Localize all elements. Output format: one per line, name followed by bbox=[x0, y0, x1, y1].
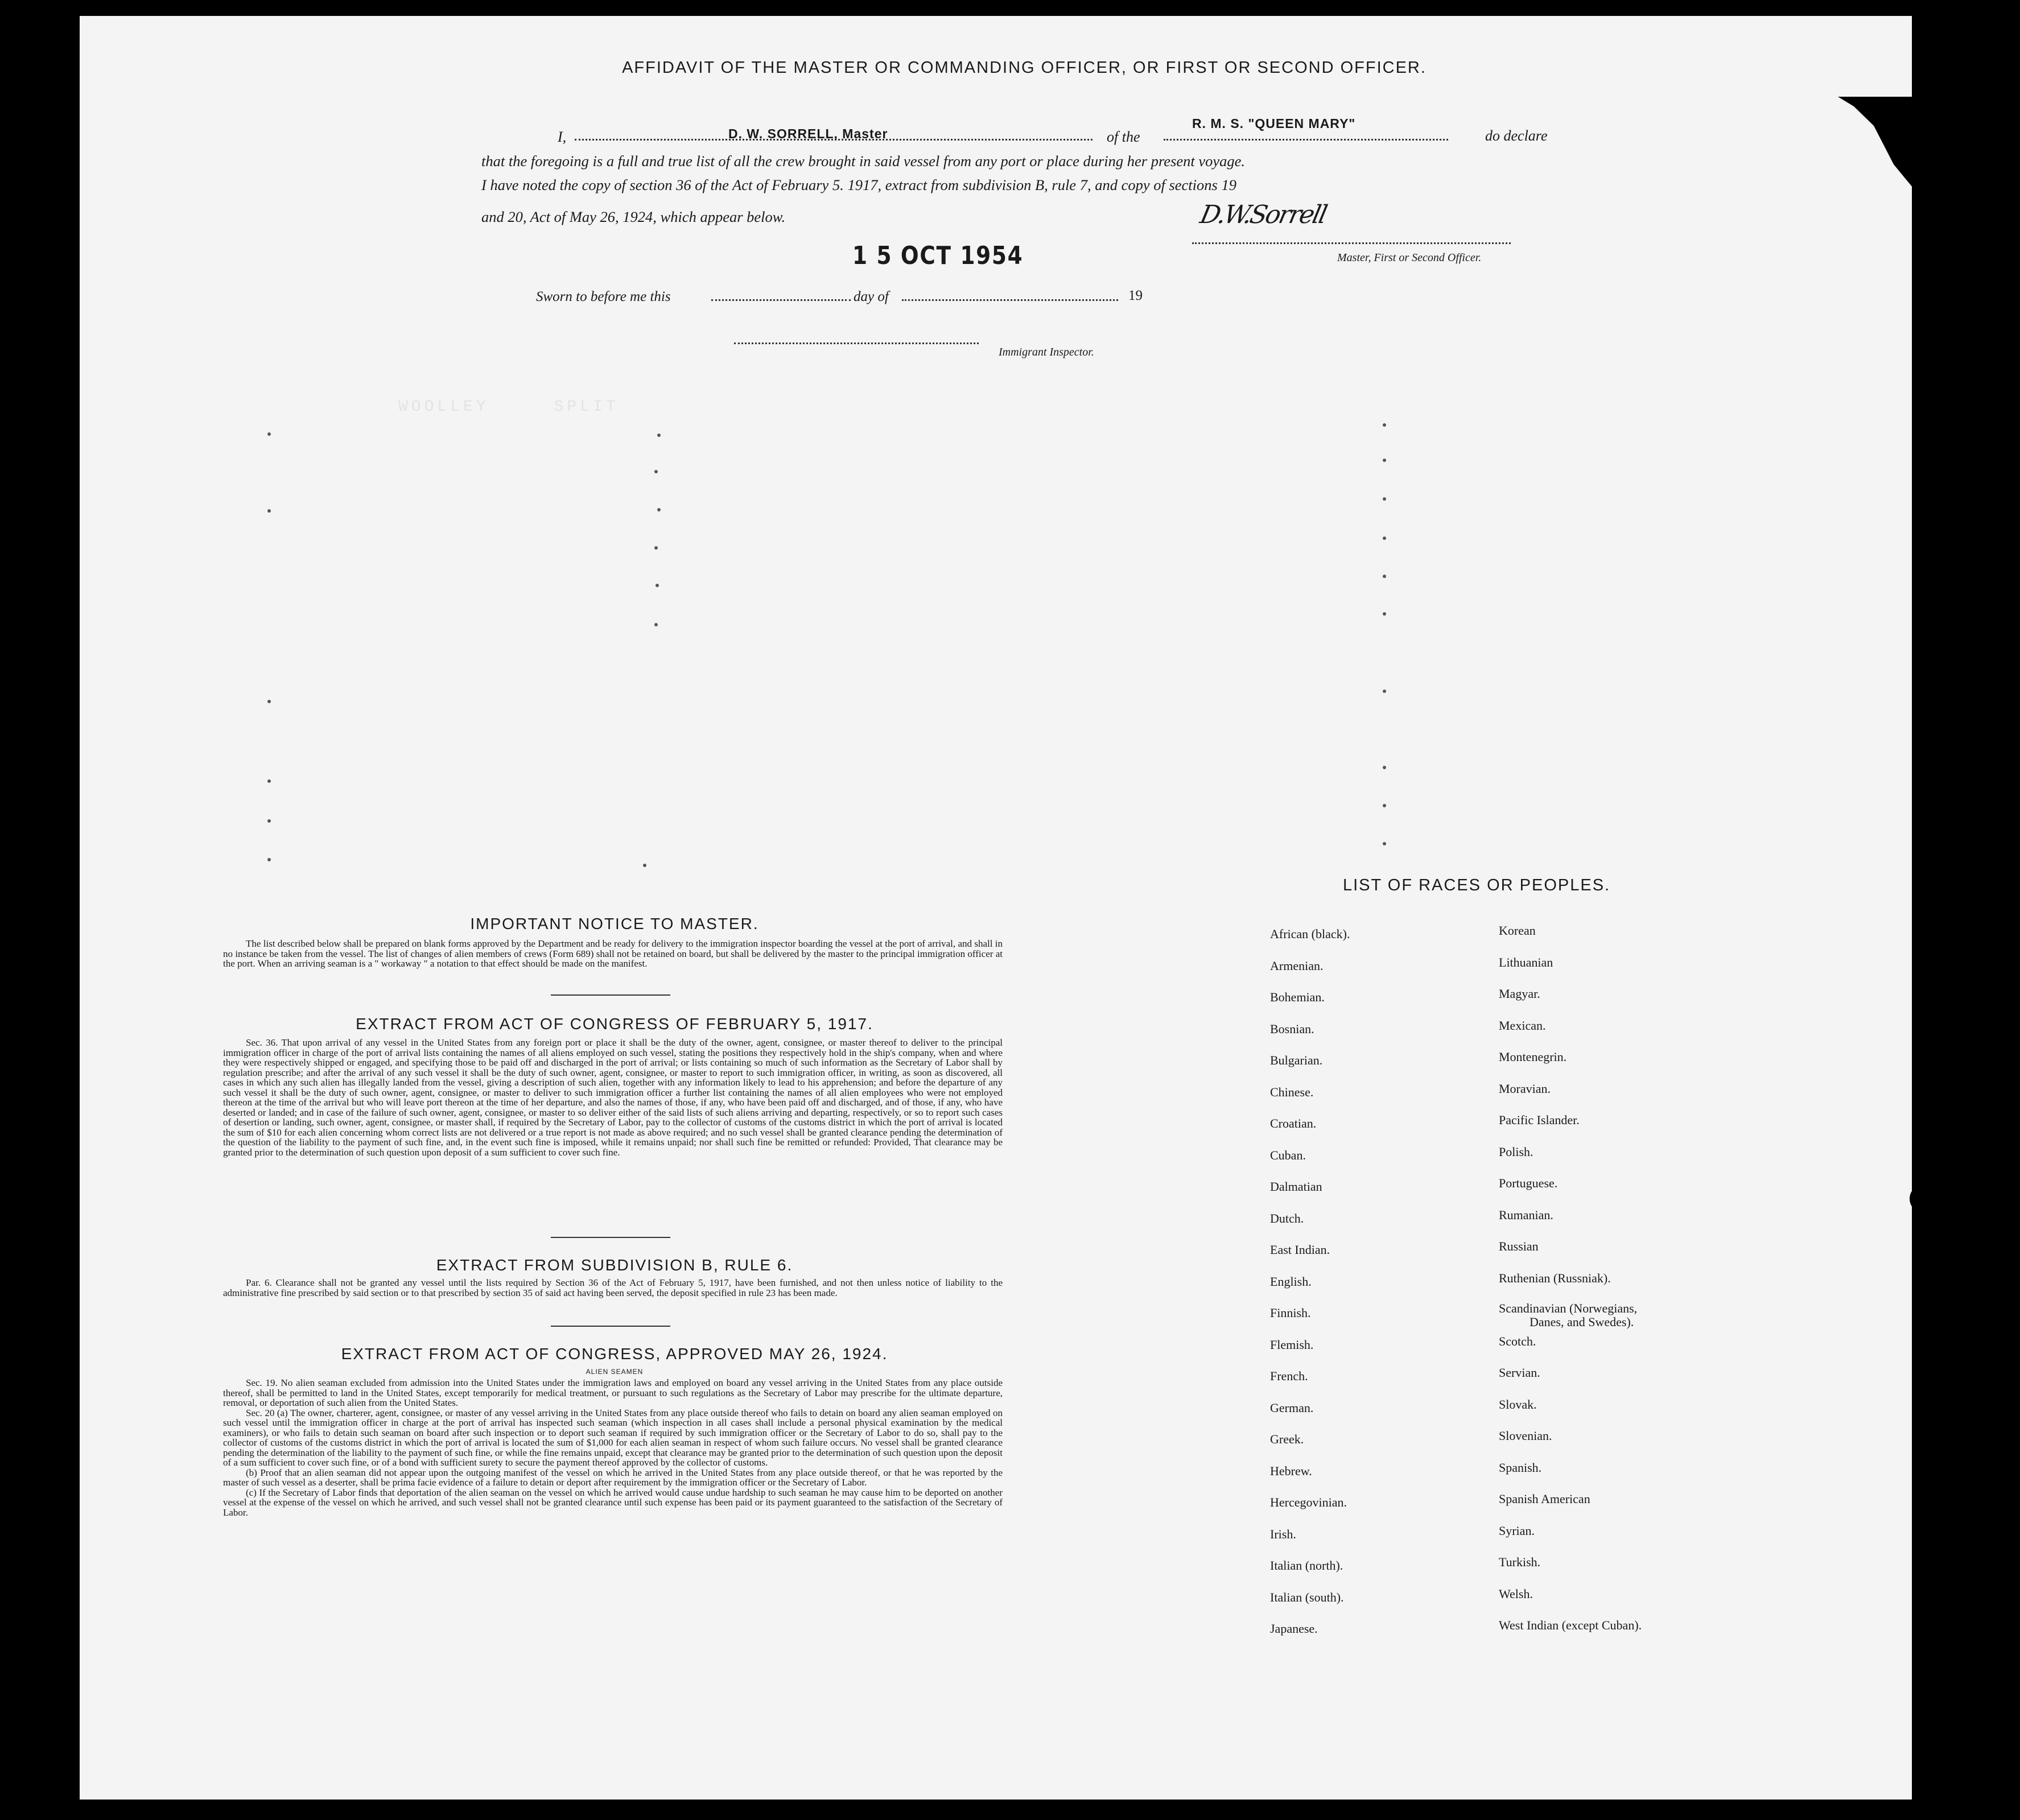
sec-20b-text: (b) Proof that an alien seaman did not appear upon the outgoing manifest of the vessel on which he arrived in the United States from any place outside thereof, or that he was reported by the master of such vessel as a deserter, shall be prima facie evidence of a failure to detain or deport after requirement by the immigration officer or the Secretary of Labor. bbox=[223, 1467, 1003, 1488]
race-item: African (black). bbox=[1270, 927, 1350, 941]
extract-1917-body bbox=[223, 1038, 1003, 1157]
bleed-dot bbox=[1383, 536, 1386, 540]
bleed-dot bbox=[643, 864, 646, 867]
race-scandinavian-continued: Danes, and Swedes). bbox=[1530, 1315, 1634, 1329]
do-declare-label: do declare bbox=[1485, 127, 1548, 144]
bleed-dot bbox=[1383, 423, 1386, 427]
bleed-dot bbox=[654, 470, 658, 473]
sworn-day-line bbox=[711, 299, 851, 301]
bleed-dot bbox=[1383, 842, 1386, 845]
subdivision-b-body bbox=[223, 1278, 1003, 1298]
race-item: Turkish. bbox=[1499, 1555, 1541, 1569]
race-item: Hercegovinian. bbox=[1270, 1495, 1347, 1509]
bleed-dot bbox=[267, 700, 271, 703]
race-item: Montenegrin. bbox=[1499, 1050, 1567, 1064]
of-the-label: of the bbox=[1107, 129, 1140, 145]
race-item: Scandinavian (Norwegians, bbox=[1499, 1301, 1638, 1315]
race-item: Korean bbox=[1499, 923, 1536, 938]
race-item: Flemish. bbox=[1270, 1338, 1314, 1352]
bleed-dot bbox=[1383, 459, 1386, 462]
bleed-dot bbox=[1383, 612, 1386, 616]
race-item: Irish. bbox=[1270, 1527, 1296, 1541]
bleed-dot bbox=[1383, 804, 1386, 807]
race-item: Italian (north). bbox=[1270, 1558, 1343, 1573]
extract-1924-body bbox=[223, 1378, 1003, 1517]
sec-19-text: Sec. 19. No alien seaman excluded from admission into the United States under the immigration laws and employed on board any vessel arriving in the United States from any place outside thereof, shall be permitted to land in the United States, except temporarily for medical treatment, or pursuant to such regulations as the Secretary of Labor may prescribe for the ultimate departure, removal, or deportation of such alien from the United States. bbox=[223, 1377, 1003, 1408]
bleed-dot bbox=[1383, 497, 1386, 501]
bleed-dot bbox=[267, 819, 271, 823]
race-item: Slovak. bbox=[1499, 1397, 1537, 1412]
race-item: Armenian. bbox=[1270, 959, 1324, 973]
race-item: Japanese. bbox=[1270, 1621, 1318, 1636]
notice-text: The list described below shall be prepared on blank forms approved by the Department and be ready for delivery to the immigration inspector boarding the vessel at the port of arrival, and shall in no instance be taken from the vessel. The list of changes of alien members of crews (Form 689) shall not be retained on board, but shall be delivered by the master to the principal immigration officer at the port. When an arriving seaman is a " workaway " a notation to that effect should be made on the manifest. bbox=[223, 938, 1003, 969]
affidavit-line-4: and 20, Act of May 26, 1924, which appear below. bbox=[481, 208, 786, 225]
race-item: Portuguese. bbox=[1499, 1176, 1558, 1190]
race-item: Ruthenian (Russniak). bbox=[1499, 1271, 1611, 1285]
binder-hole bbox=[1930, 329, 1959, 357]
affidavit-title: AFFIDAVIT OF THE MASTER OR COMMANDING OFFICER, OR FIRST OR SECOND OFFICER. bbox=[622, 59, 1427, 77]
vessel-name: R. M. S. "QUEEN MARY" bbox=[1192, 116, 1356, 131]
race-item: Bulgarian. bbox=[1270, 1053, 1323, 1067]
race-item: Lithuanian bbox=[1499, 955, 1553, 969]
notice-title: IMPORTANT NOTICE TO MASTER. bbox=[470, 915, 759, 932]
binder-hole bbox=[1910, 1185, 1938, 1213]
bleed-dot bbox=[1383, 766, 1386, 769]
race-item: Syrian. bbox=[1499, 1524, 1535, 1538]
race-item: Bohemian. bbox=[1270, 990, 1325, 1004]
binder-hole bbox=[1922, 1621, 1951, 1650]
master-name: D. W. SORRELL, Master bbox=[728, 126, 888, 141]
binder-hole bbox=[1924, 1536, 1953, 1565]
race-item: Moravian. bbox=[1499, 1082, 1551, 1096]
race-item: French. bbox=[1270, 1369, 1308, 1383]
bleed-dot bbox=[654, 623, 658, 626]
race-item: West Indian (except Cuban). bbox=[1499, 1618, 1642, 1632]
subdivision-b-title: EXTRACT FROM SUBDIVISION B, RULE 6. bbox=[436, 1256, 793, 1274]
race-item: Scotch. bbox=[1499, 1334, 1536, 1348]
sec-20c-text: (c) If the Secretary of Labor finds that deportation of the alien seaman on the vessel on which he arrived would cause undue hardship to such seaman he may cause him to be deported on another vessel at the expense of the vessel on which he arrived, and such vessel shall not be granted clearance until such expense has been paid or its payment guaranteed to the satisfaction of the Secretary of Labor. bbox=[223, 1487, 1003, 1518]
date-stamp: 1 5 OCT 1954 bbox=[852, 241, 1024, 270]
race-item: Welsh. bbox=[1499, 1587, 1533, 1601]
race-item: Finnish. bbox=[1270, 1306, 1311, 1320]
bleed-dot bbox=[657, 434, 661, 437]
signature-line bbox=[1192, 242, 1511, 244]
race-item: Russian bbox=[1499, 1239, 1539, 1253]
notice-body bbox=[223, 939, 1003, 969]
sworn-month-line bbox=[902, 299, 1118, 301]
signature-caption: Master, First or Second Officer. bbox=[1337, 251, 1482, 264]
extract-1917-title: EXTRACT FROM ACT OF CONGRESS OF FEBRUARY 5, 1917. bbox=[356, 1015, 873, 1033]
sworn-label: Sworn to before me this bbox=[536, 289, 671, 304]
race-item: Greek. bbox=[1270, 1432, 1304, 1446]
race-item: Spanish. bbox=[1499, 1460, 1542, 1475]
race-item: English. bbox=[1270, 1274, 1312, 1289]
bleed-through-text: WOOLLEY SPLIT bbox=[398, 398, 1138, 416]
affidavit-line-2: that the foregoing is a full and true list of all the crew brought in said vessel from any port or place during her present voyage. bbox=[481, 152, 1246, 170]
race-item: Italian (south). bbox=[1270, 1590, 1344, 1604]
binder-hole bbox=[1930, 244, 1959, 272]
affidavit-line-3: I have noted the copy of section 36 of the Act of February 5. 1917, extract from subdivision B, rule 7, and copy of sections 19 bbox=[481, 176, 1236, 193]
bleed-dot bbox=[657, 508, 661, 511]
race-item: East Indian. bbox=[1270, 1243, 1330, 1257]
section-divider bbox=[551, 994, 670, 996]
race-item: Rumanian. bbox=[1499, 1208, 1553, 1222]
bleed-dot bbox=[656, 584, 659, 587]
bleed-dot bbox=[267, 432, 271, 436]
section-divider bbox=[551, 1237, 670, 1238]
race-item: Servian. bbox=[1499, 1365, 1540, 1380]
document-page bbox=[80, 16, 1912, 1800]
bleed-dot bbox=[654, 546, 658, 550]
affidavit-i-label: I, bbox=[558, 129, 567, 145]
race-item: Dutch. bbox=[1270, 1211, 1304, 1225]
binder-hole bbox=[1928, 599, 1956, 627]
race-item: Pacific Islander. bbox=[1499, 1113, 1580, 1127]
race-item: Slovenian. bbox=[1499, 1429, 1552, 1443]
bleed-through-text bbox=[398, 467, 606, 484]
officer-signature: D.W.Sorrell bbox=[1197, 200, 1329, 229]
extract-1924-title: EXTRACT FROM ACT OF CONGRESS, APPROVED MAY 26, 1924. bbox=[341, 1345, 888, 1363]
race-item: Spanish American bbox=[1499, 1492, 1590, 1506]
bleed-dot bbox=[267, 858, 271, 861]
bleed-dot bbox=[267, 509, 271, 513]
extract-1917-text: Sec. 36. That upon arrival of any vessel in the United States from any foreign port or place it shall be the duty of the owner, agent, consignee, or master thereof to deliver to the principal immigration officer in charge of the port of arrival lists containing the names of all aliens employed on such vessel, stating the positions they respectively hold in the ship's company, when and where they were respectively shipped or engaged, and specifying those to be paid off and discharged in the port of arrival; or lists containing so much of such information as the Secretary of Labor shall by regulation prescribe; and after the arrival of any such vessel it shall be the duty of such owner, agent, consignee, or master to report to such immigration officer, in writing, as soon as discovered, all cases in which any such alien has illegally landed from the vessel, giving a description of such alien, together with any information likely to lead to his apprehension; and before the departure of any such vessel it shall be the duty of such owner, agent, consignee, or master to deliver to such immigration officer a further list containing the names of all alien employees who were not employed thereon at the time of the arrival but who will leave port thereon at the time of her departure, and also the names of those, if any, who have been paid off and discharged, and of those, if any, who have deserted or landed; and in case of the failure of such owner, agent, consignee, or master to so deliver either of the said lists of such aliens arriving and departing, respectively, or so to report such cases of desertion or landing, such owner, agent, consignee, or master shall, if required by the Secretary of Labor, pay to the collector of customs of the customs district in which the port of arrival is located the sum of $10 for each alien concerning whom correct lists are not delivered or a true report is not made as above required; and no such vessel shall be granted clearance pending the determination of the question of the liability to the payment of such fine, and, in the event such fine is imposed, while it remains unpaid; nor shall such fine be remitted or refunded: Provided, That clearance may be granted prior to the determination of such question upon deposit of a sum sufficient to cover such fine. bbox=[223, 1037, 1003, 1158]
bleed-dot bbox=[1383, 575, 1386, 578]
race-item: Polish. bbox=[1499, 1145, 1533, 1159]
binder-hole bbox=[1928, 1273, 1956, 1302]
day-of-label: day of bbox=[854, 289, 889, 304]
race-item: Croatian. bbox=[1270, 1116, 1317, 1130]
race-item: Hebrew. bbox=[1270, 1464, 1312, 1478]
vessel-name-line bbox=[1164, 139, 1448, 141]
alien-seamen-subtitle: ALIEN SEAMEN bbox=[586, 1368, 644, 1376]
race-item: Bosnian. bbox=[1270, 1022, 1314, 1036]
sworn-year-label: 19 bbox=[1128, 288, 1143, 303]
race-item: Magyar. bbox=[1499, 987, 1540, 1001]
subdivision-b-text: Par. 6. Clearance shall not be granted any vessel until the lists required by Section 36 of the Act of February 5, 1917, have been furnished, and not then unless notice of liability to the administrative fine prescribed by said section or to that prescribed by section 35 of said act having been served, the deposit specified in rule 23 has been made. bbox=[223, 1277, 1003, 1298]
races-title: LIST OF RACES OR PEOPLES. bbox=[1343, 876, 1611, 894]
race-item: Cuban. bbox=[1270, 1148, 1306, 1162]
section-divider bbox=[551, 1326, 670, 1327]
bleed-dot bbox=[1383, 690, 1386, 693]
inspector-caption: Immigrant Inspector. bbox=[999, 346, 1094, 358]
race-item: German. bbox=[1270, 1401, 1314, 1415]
race-item: Dalmatian bbox=[1270, 1179, 1322, 1194]
race-item: Mexican. bbox=[1499, 1018, 1546, 1033]
race-item: Chinese. bbox=[1270, 1085, 1314, 1099]
binder-hole bbox=[1927, 687, 1955, 716]
inspector-signature-line bbox=[734, 342, 979, 344]
sec-20a-text: Sec. 20 (a) The owner, charterer, agent, consignee, or master of any vessel arriving in the United States from any place outside thereof who fails to detain on board any alien seaman employed on such vessel until the immigration officer in charge at the port of arrival has inspected such seaman (which inspection in all cases shall include a personal physical examination by the medical examiners), or who fails to detain such seaman on board after such inspection or to deport such seaman if required by such immigration officer or the Secretary of Labor to do so, shall pay to the collector of customs of the customs district in which the port of arrival is located the sum of $1,000 for each alien seaman in respect of whom such failure occurs. No vessel shall be granted clearance pending the determination of the liability to the payment of such fine, or while the fine remains unpaid, except that clearance may be granted prior to the determination of such question upon the deposit of a sum sufficient to cover such fine, or of a bond with sufficient surety to secure the payment thereof approved by the collector of customs. bbox=[223, 1407, 1003, 1468]
bleed-dot bbox=[267, 779, 271, 783]
